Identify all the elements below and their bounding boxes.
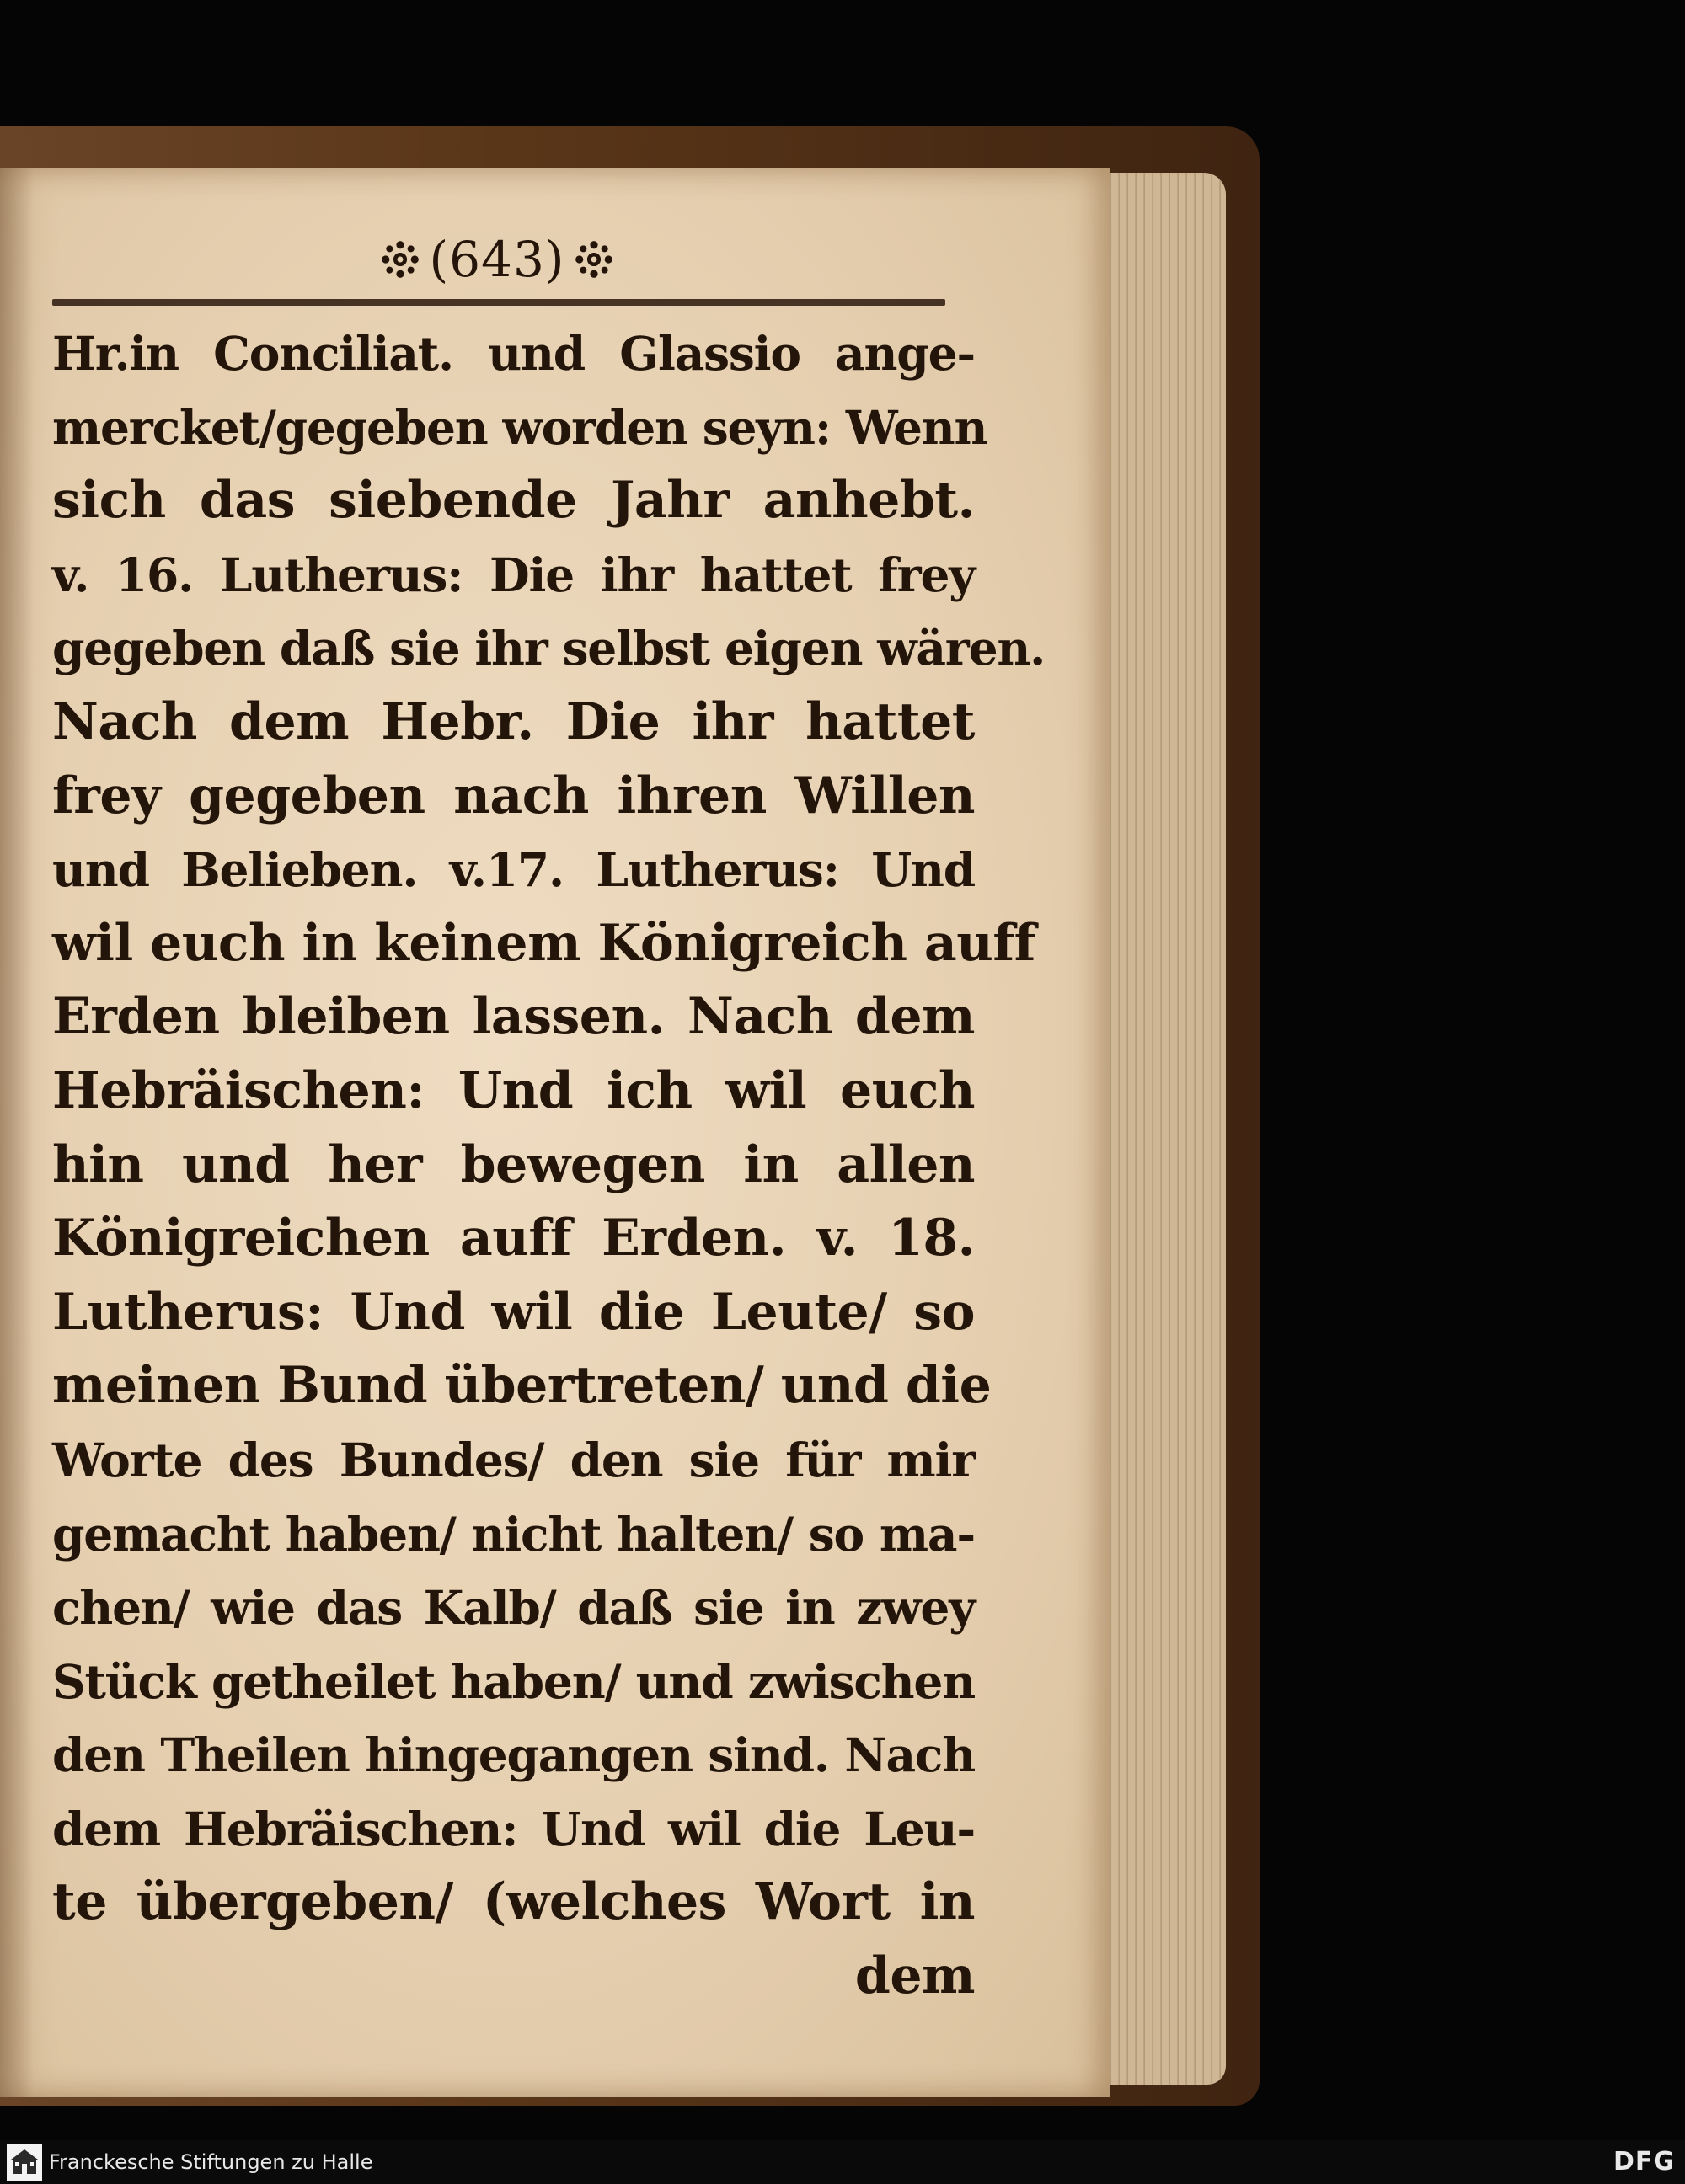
- text-line: gemacht haben/ nicht halten/ so ma-: [52, 1506, 975, 1562]
- text-line: te übergeben/ (welches Wort in: [52, 1872, 975, 1932]
- text-line: v. 16. Lutherus: Die ihr hattet frey: [52, 547, 975, 602]
- text-line: sich das siebende Jahr anhebt.: [52, 471, 975, 531]
- page-edges: [1095, 173, 1226, 2085]
- dfg-logo[interactable]: DFG: [1613, 2147, 1675, 2176]
- text-line: den Theilen hingegangen sind. Nach: [52, 1727, 975, 1783]
- text-line: hin und her bewegen in allen: [52, 1135, 975, 1194]
- text-line: und Belieben. v.17. Lutherus: Und: [52, 842, 975, 898]
- text-line: Stück getheilet haben/ und zwischen: [52, 1653, 975, 1709]
- text-line: mercket/gegeben worden seyn: Wenn: [52, 399, 987, 455]
- franckesche-stiftungen-logo-icon[interactable]: [7, 2144, 42, 2181]
- rosette-ornament-icon: [575, 240, 613, 279]
- gutter-shadow: [0, 168, 34, 2097]
- text-line: dem Hebräischen: Und wil die Leu-: [52, 1801, 975, 1856]
- text-line: gegeben daß sie ihr selbst eigen wären.: [52, 621, 1046, 676]
- text-line: frey gegeben nach ihren Willen: [52, 766, 975, 825]
- text-line: Nach dem Hebr. Die ihr hattet: [52, 692, 975, 751]
- text-line: Erden bleiben lassen. Nach dem: [52, 987, 975, 1047]
- text-line: Königreichen auff Erden. v. 18.: [52, 1209, 975, 1268]
- page-body-text: [52, 317, 1046, 2014]
- header-rule: [52, 299, 945, 306]
- catchword: dem: [854, 1946, 975, 2006]
- text-line: chen/ wie das Kalb/ daß sie in zwey: [52, 1580, 975, 1636]
- page-number: (643): [429, 231, 565, 288]
- text-line: wil euch in keinem Königreich auff: [52, 913, 1035, 973]
- building-icon: [10, 2147, 39, 2177]
- institution-name[interactable]: Franckesche Stiftungen zu Halle: [49, 2150, 373, 2174]
- page-header: [341, 226, 653, 293]
- rosette-ornament-icon: [381, 240, 420, 279]
- text-line: Hr.in Conciliat. und Glassio ange-: [52, 326, 975, 381]
- text-line: Lutherus: Und wil die Leute/ so: [52, 1282, 975, 1342]
- text-line: Worte des Bundes/ den sie für mir: [52, 1432, 975, 1487]
- text-line: Hebräischen: Und ich wil euch: [52, 1060, 975, 1120]
- text-line: meinen Bund übertreten/ und die: [52, 1356, 992, 1416]
